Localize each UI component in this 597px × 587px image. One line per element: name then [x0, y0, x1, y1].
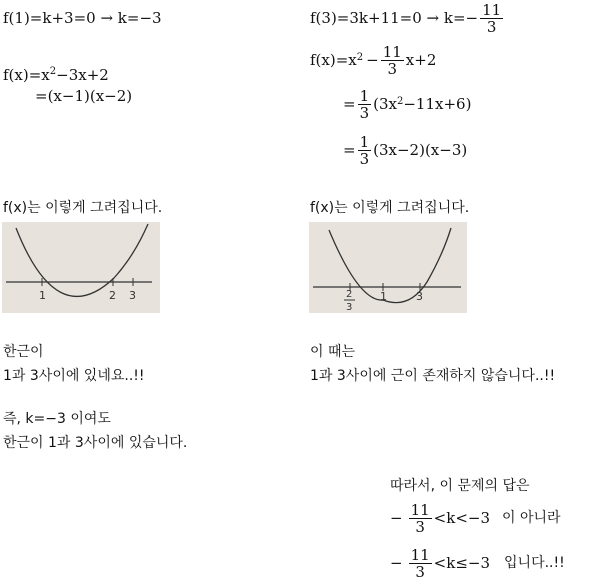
left-text-3: 즉, k=−3 이여도: [3, 411, 111, 427]
right-eq-f3-prefix: f(3)=3k+11=0 → k=−: [310, 9, 479, 27]
left-graph-photo: [2, 222, 160, 313]
right-graph-photo: [309, 222, 467, 313]
right-graph-label-1: 1: [380, 290, 387, 303]
right-graph-sketch: [309, 222, 467, 313]
right-eq-factored-fraction: $\frac{1}{3}$: [359, 132, 370, 168]
left-eq-f1: f(1)=k+3=0 → k=−3: [3, 9, 162, 27]
left-graph-label-2: 2: [109, 289, 116, 302]
right-text-2: 1과 3사이에 근이 존재하지 않습니다..!!: [310, 368, 556, 384]
conclusion-line-2: − $\frac{11}{3}$ <k<−3 이 아니라: [390, 500, 561, 536]
right-eq-expanded: = $\frac{1}{3}$ (3x 2 −11x+6): [343, 86, 472, 122]
left-eq-factored: =(x−1)(x−2): [35, 87, 133, 105]
left-eq-fx-prefix: f(x)=x: [3, 66, 50, 84]
left-eq-fx: [3, 62, 109, 85]
left-eq-fx-exp: 2: [49, 66, 57, 77]
right-graph-label-3: 3: [416, 290, 423, 303]
left-eq-fx-suffix: −3x+2: [56, 66, 109, 84]
conclusion-line-2-fraction: $\frac{11}{3}$: [410, 500, 430, 536]
conclusion-line-3: − $\frac{11}{3}$ <k≤−3 입니다..!!: [390, 545, 565, 581]
left-graph-caption: f(x)는 이렇게 그려집니다.: [3, 200, 163, 216]
left-graph-sketch: [2, 222, 160, 313]
right-eq-expanded-fraction: $\frac{1}{3}$: [359, 86, 370, 122]
left-text-2: 1과 3사이에 있네요..!!: [3, 368, 145, 384]
right-eq-fx-fraction: $\frac{11}{3}$: [382, 42, 402, 78]
right-eq-f3-fraction: $\frac{11}{3}$: [482, 0, 502, 36]
conclusion-line-1: 따라서, 이 문제의 답은: [390, 478, 530, 494]
right-graph-label-frac-num: 2: [346, 289, 353, 300]
right-text-1: 이 때는: [310, 344, 356, 360]
right-graph-caption: f(x)는 이렇게 그려집니다.: [310, 200, 470, 216]
right-eq-fx: f(x)=x 2 − $\frac{11}{3}$ x+2: [310, 42, 437, 78]
right-eq-factored: = $\frac{1}{3}$ (3x−2)(x−3): [343, 132, 468, 168]
right-eq-f3: [310, 0, 505, 36]
conclusion-line-3-fraction: $\frac{11}{3}$: [410, 545, 430, 581]
right-graph-label-frac-den: 3: [346, 302, 353, 313]
left-text-1: 한근이: [3, 344, 44, 360]
left-text-4: 한근이 1과 3사이에 있습니다.: [3, 435, 188, 451]
left-graph-label-3: 3: [129, 289, 136, 302]
left-graph-label-1: 1: [39, 289, 46, 302]
